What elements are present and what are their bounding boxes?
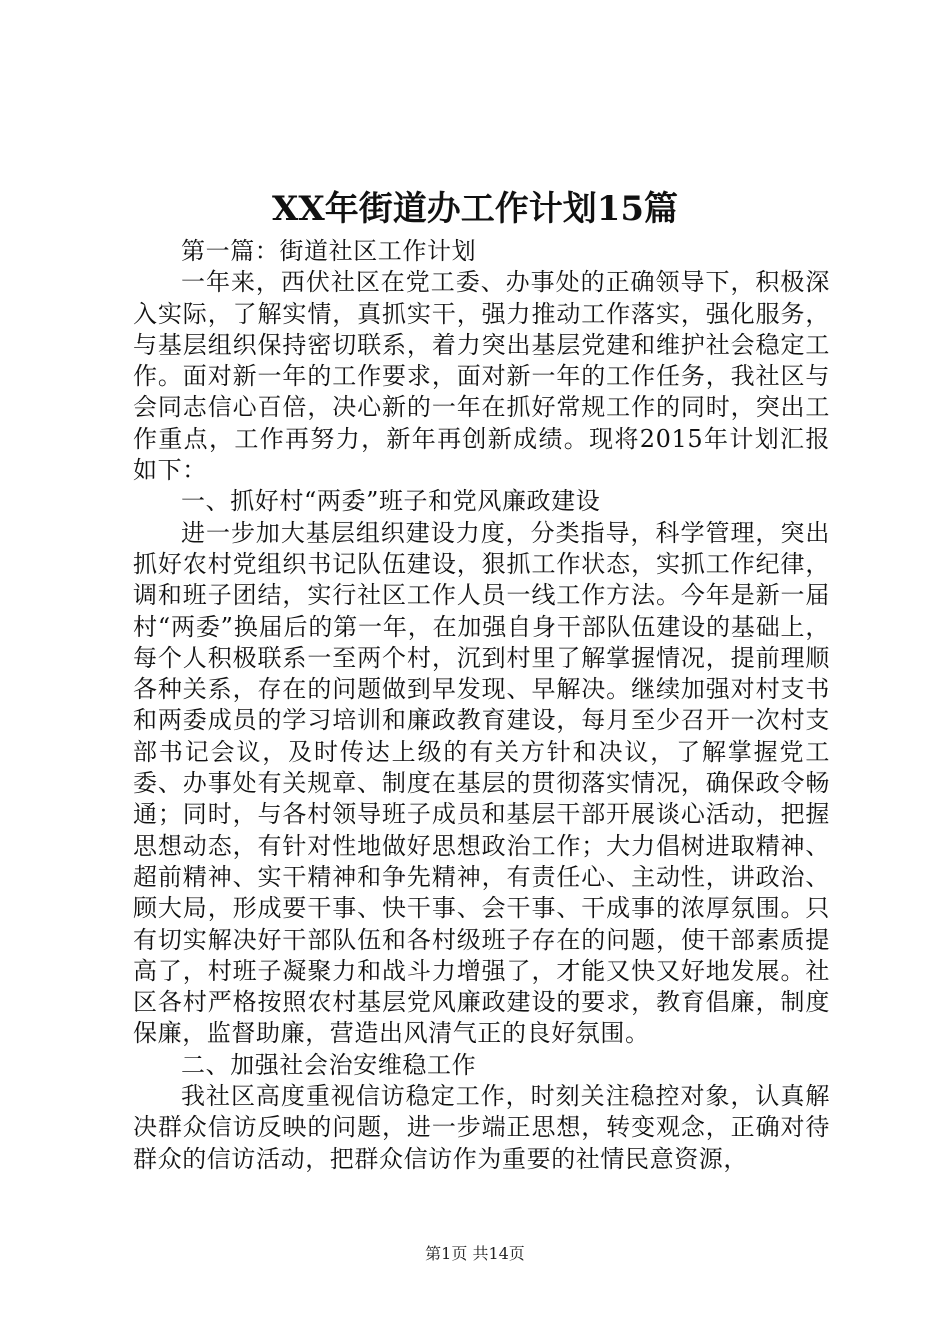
body-paragraph-intro: 一年来，西伏社区在党工委、办事处的正确领导下，积极深入实际，了解实情，真抓实干，强力推动工作落实，强化服务，与基层组织保持密切联系，着力突出基层党建和维护社会稳定工作。面对新一年的工作要求，面对新一年的工作任务，我社区与会同志信心百倍，决心新的一年在抓好常规工作的同时，突出工作重点，工作再努力，新年再创新成绩。现将2015年计划汇报如下： bbox=[133, 268, 830, 485]
page-footer: 第1页 共14页 bbox=[425, 1244, 525, 1263]
body-paragraph-1: 进一步加大基层组织建设力度，分类指导，科学管理，突出抓好农村党组织书记队伍建设，狠抓工作状态，实抓工作纪律，调和班子团结，实行社区工作人员一线工作方法。今年是新一届村“两委”换届后的第一年，在加强自身干部队伍建设的基础上，每个人积极联系一至两个村，沉到村里了解掌握情况，提前理顺各种关系，存在的问题做到早发现、早解决。继续加强对村支书和两委成员的学习培训和廉政教育建设，每月至少召开一次村支部书记会议，及时传达上级的有关方针和决议，了解掌握党工委、办事处有关规章、制度在基层的贯彻落实情况，确保政令畅通；同时，与各村领导班子成员和基层干部开展谈心活动，把握思想动态，有针对性地做好思想政治工作；大力倡树进取精神、超前精神、实干精神和争先精神，有责任心、主动性，讲政治、顾大局，形成要干事、快干事、会干事、干成事的浓厚氛围。只有切实解决好干部队伍和各村级班子存在的问题，使干部素质提高了，村班子凝聚力和战斗力增强了，才能又快又好地发展。社区各村严格按照农村基层党风廉政建设的要求，教育倡廉，制度保廉，监督助廉，营造出风清气正的良好氛围。 bbox=[133, 518, 830, 1048]
body-paragraph-2: 我社区高度重视信访稳定工作，时刻关注稳控对象，认真解决群众信访反映的问题，进一步端正思想，转变观念，正确对待群众的信访活动，把群众信访作为重要的社情民意资源， bbox=[133, 1082, 830, 1173]
section-heading-1: 一、抓好村“两委”班子和党风廉政建设 bbox=[181, 487, 601, 516]
document-body bbox=[133, 236, 830, 1175]
section-heading-2: 二、加强社会治安维稳工作 bbox=[181, 1050, 477, 1079]
document-title: XX年街道办工作计划15篇 bbox=[271, 189, 679, 229]
section-heading-part-one: 第一篇：街道社区工作计划 bbox=[181, 237, 477, 265]
